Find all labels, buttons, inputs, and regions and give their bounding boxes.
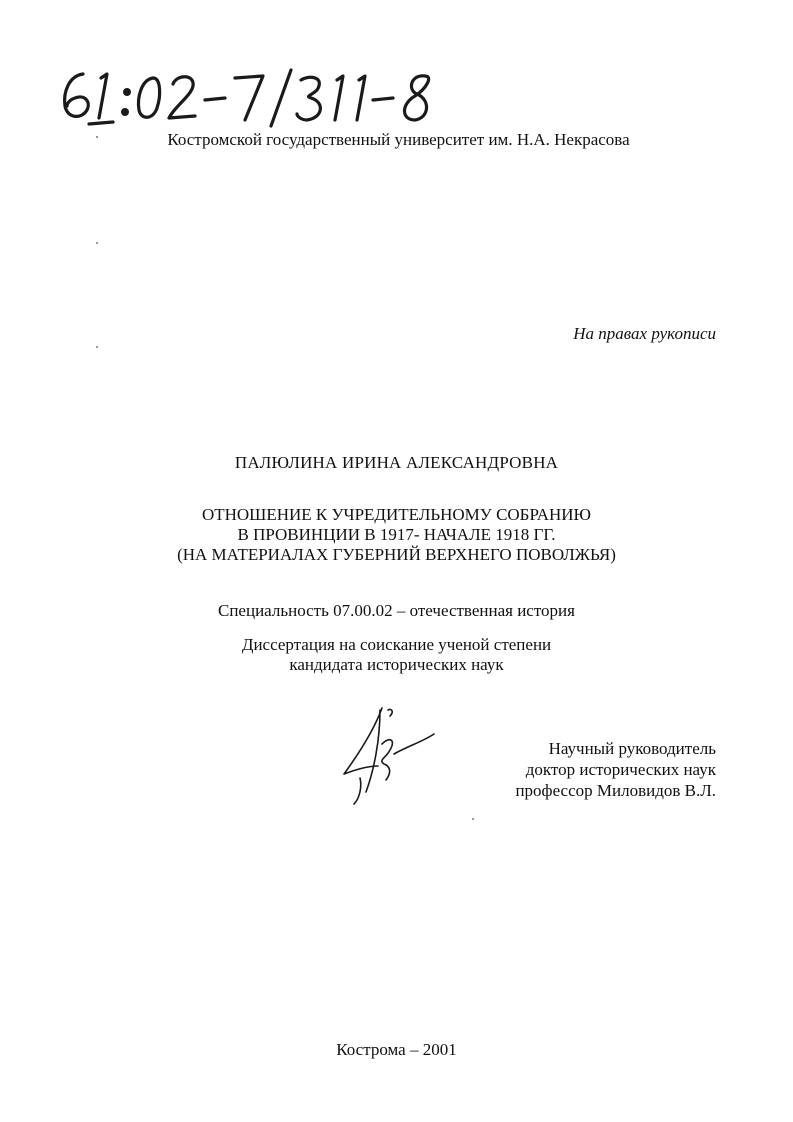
scientific-supervisor — [480, 738, 716, 801]
dissertation-title — [0, 505, 793, 565]
degree-line: Диссертация на соискание ученой степени — [241, 635, 552, 654]
signature-drawing — [330, 700, 450, 810]
title-line: В ПРОВИНЦИИ В 1917- НАЧАЛЕ 1918 ГГ. — [237, 525, 556, 544]
city-and-year: Кострома – 2001 — [336, 1040, 457, 1059]
title-line: (НА МАТЕРИАЛАХ ГУБЕРНИЙ ВЕРХНЕГО ПОВОЛЖЬЯ) — [177, 545, 616, 564]
author-name: ПАЛЮЛИНА ИРИНА АЛЕКСАНДРОВНА — [234, 453, 559, 472]
handwritten-signature — [330, 700, 450, 810]
supervisor-line: Научный руководитель — [548, 739, 716, 758]
handwritten-archive-code — [55, 62, 455, 132]
degree-statement — [0, 635, 793, 675]
university-name: Костромской государственный университет им. Н.А. Некрасова — [167, 130, 630, 149]
manuscript-rights-note: На правах рукописи — [573, 324, 716, 343]
title-line: ОТНОШЕНИЕ К УЧРЕДИТЕЛЬНОМУ СОБРАНИЮ — [201, 505, 592, 524]
supervisor-line: доктор исторических наук — [525, 760, 716, 779]
supervisor-line: профессор Миловидов В.Л. — [515, 781, 716, 800]
specialty-line: Специальность 07.00.02 – отечественная история — [218, 601, 575, 620]
scan-speck — [472, 818, 474, 820]
scan-speck — [96, 242, 98, 244]
scan-speck — [96, 136, 98, 138]
degree-line: кандидата исторических наук — [289, 655, 504, 674]
handwritten-code-drawing — [55, 62, 455, 132]
scan-speck — [96, 346, 98, 348]
